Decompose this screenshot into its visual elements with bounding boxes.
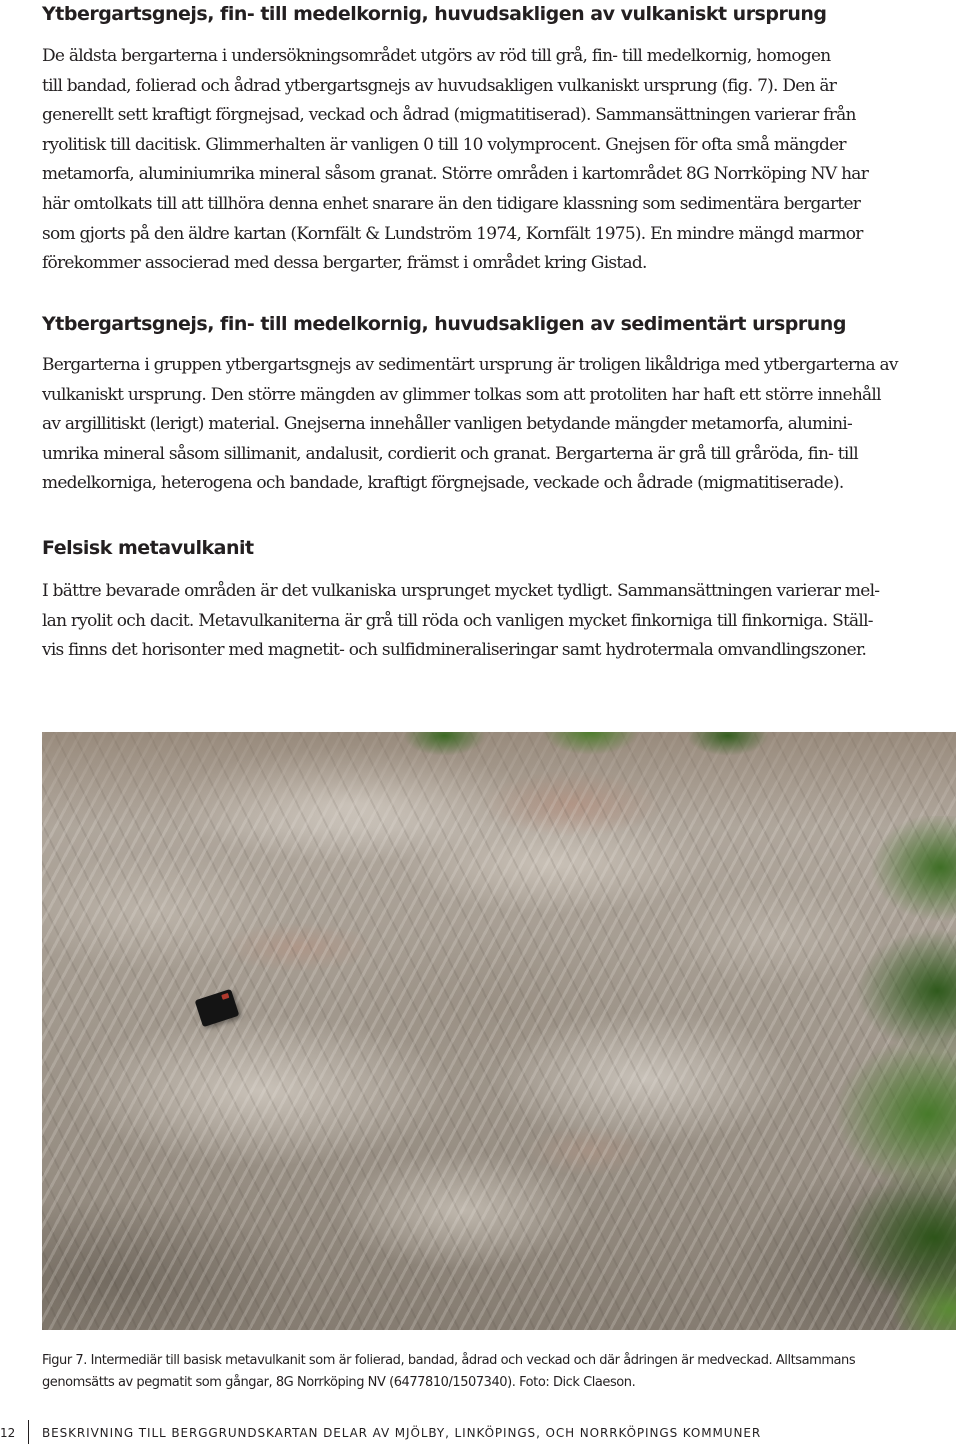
text-line: medelkorniga, heterogena och bandade, kraftigt förgnejsade, veckade och ådrade (migmatitiserade). [42, 473, 844, 494]
text-line: förekommer associerad med dessa bergarter, främst i området kring Gistad. [42, 253, 647, 274]
section-heading-vulkaniskt: Ytbergartsgnejs, fin- till medelkornig, huvudsakligen av vulkaniskt ursprung [42, 3, 827, 25]
text-line: av argillitiskt (lerigt) material. Gnejserna innehåller vanligen betydande mängder metamorfa, alumini- [42, 414, 852, 435]
text-line: generellt sett kraftigt förgnejsad, veckad och ådrad (migmatitiserad). Sammansättningen varierar från [42, 105, 856, 126]
figure-photo [42, 732, 956, 1330]
text-line: umrika mineral såsom sillimanit, andalusit, cordierit och granat. Bergarterna är grå till gråröda, fin- till [42, 443, 858, 464]
grass-right [801, 816, 956, 1330]
text-line: ryolitisk till dacitisk. Glimmerhalten är vanligen 0 till 10 volymprocent. Gnejsen för ofta små mängder [42, 134, 846, 155]
section-heading-sedimentart: Ytbergartsgnejs, fin- till medelkornig, huvudsakligen av sedimentärt ursprung [42, 313, 846, 335]
running-title: BESKRIVNING TILL BERGGRUNDSKARTAN DELAR AV MJÖLBY, LINKÖPINGS, OCH NORRKÖPINGS KOMMUNER [42, 1426, 762, 1440]
section-body-sedimentart [42, 351, 956, 499]
figure-caption [42, 1350, 956, 1394]
text-line: vis finns det horisonter med magnetit- och sulfidmineraliseringar samt hydrotermala omvandlingszoner. [42, 640, 867, 661]
section-heading-felsisk: Felsisk metavulkanit [42, 537, 254, 559]
text-line: till bandad, folierad och ådrad ytbergartsgnejs av huvudsakligen vulkaniskt ursprung (fig. 7). Den är [42, 75, 837, 96]
section-body-felsisk [42, 577, 956, 666]
text-line: som gjorts på den äldre kartan (Kornfält & Lundström 1974, Kornfält 1975). En mindre mängd marmor [42, 223, 863, 244]
caption-line: Figur 7. Intermediär till basisk metavulkanit som är folierad, bandad, ådrad och veckad och där ådringen är medveckad. Alltsammans [42, 1353, 856, 1368]
text-line: I bättre bevarade områden är det vulkaniska ursprunget mycket tydligt. Sammansättningen varierar mel- [42, 581, 880, 601]
text-line: lan ryolit och dacit. Metavulkaniterna är grå till röda och vanligen mycket finkorniga till finkorniga. Ställ- [42, 610, 873, 631]
grass-top [353, 732, 810, 766]
page-number: 12 [0, 1426, 16, 1440]
text-line: vulkaniskt ursprung. Den större mängden av glimmer tolkas som att protoliten har haft ett större innehåll [42, 384, 881, 405]
footer-divider [28, 1420, 29, 1444]
caption-line: genomsätts av pegmatit som gångar, 8G Norrköping NV (6477810/1507340). Foto: Dick Claeson. [42, 1375, 636, 1390]
text-line: här omtolkats till att tillhöra denna enhet snarare än den tidigare klassning som sedimentära bergarter [42, 193, 861, 214]
text-line: metamorfa, aluminiumrika mineral såsom granat. Större områden i kartområdet 8G Norrköping NV har [42, 164, 869, 185]
section-body-vulkaniskt [42, 42, 956, 279]
text-line: Bergarterna i gruppen ytbergartsgnejs av sedimentärt ursprung är troligen likåldriga med ytbergarterna av [42, 355, 898, 375]
text-line: De äldsta bergarterna i undersökningsområdet utgörs av röd till grå, fin- till medelkornig, homogen [42, 46, 831, 66]
